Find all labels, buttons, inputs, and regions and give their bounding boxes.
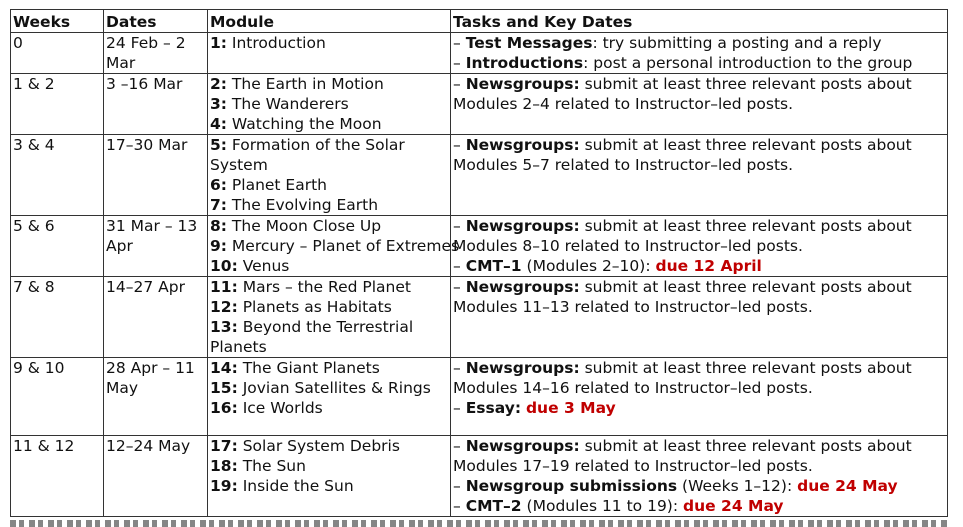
module-line bbox=[210, 155, 450, 175]
module-number: 7: bbox=[210, 196, 227, 214]
task-label: Newsgroups: bbox=[465, 359, 580, 377]
task-text: submit at least three relevant posts about bbox=[579, 75, 912, 93]
task-text: (Modules 11 to 19): bbox=[521, 497, 684, 515]
module-number: 15: bbox=[210, 379, 238, 397]
weeks-cell: 5 & 6 bbox=[11, 216, 104, 277]
module-line bbox=[210, 216, 450, 236]
task-label: Newsgroups: bbox=[465, 278, 580, 296]
module-title: Ice Worlds bbox=[237, 399, 323, 417]
module-line bbox=[210, 378, 450, 398]
module-title: Solar System Debris bbox=[237, 437, 400, 455]
module-title: Venus bbox=[237, 257, 290, 275]
tasks-cell bbox=[451, 33, 948, 74]
task-label: Test Messages bbox=[465, 34, 593, 52]
task-dash: – bbox=[453, 257, 466, 275]
module-line bbox=[210, 33, 450, 53]
task-line bbox=[453, 53, 947, 73]
tasks-cell bbox=[451, 436, 948, 517]
schedule-table bbox=[10, 9, 948, 517]
task-line bbox=[453, 496, 947, 516]
module-line bbox=[210, 236, 460, 256]
task-text: submit at least three relevant posts about bbox=[579, 437, 912, 455]
module-cell bbox=[208, 277, 451, 358]
due-date: due 12 April bbox=[655, 257, 762, 275]
module-title: The Earth in Motion bbox=[226, 75, 384, 93]
task-line bbox=[453, 236, 947, 256]
task-text: submit at least three relevant posts about bbox=[579, 217, 912, 235]
header-module: Module bbox=[208, 10, 451, 33]
schedule-row bbox=[11, 216, 948, 277]
module-title: The Evolving Earth bbox=[226, 196, 379, 214]
task-line bbox=[453, 398, 947, 418]
module-line bbox=[210, 398, 450, 418]
module-line bbox=[210, 256, 450, 276]
date-line: 3 –16 Mar bbox=[106, 75, 183, 93]
weeks-cell: 11 & 12 bbox=[11, 436, 104, 517]
header-weeks: Weeks bbox=[11, 10, 104, 33]
task-dash: – bbox=[453, 136, 466, 154]
weeks-cell: 1 & 2 bbox=[11, 74, 104, 135]
weeks-cell: 9 & 10 bbox=[11, 358, 104, 436]
weeks-cell: 7 & 8 bbox=[11, 277, 104, 358]
module-title: Inside the Sun bbox=[237, 477, 354, 495]
module-number: 18: bbox=[210, 457, 238, 475]
task-text: (Weeks 1–12): bbox=[677, 477, 798, 495]
module-number: 16: bbox=[210, 399, 238, 417]
module-title: The Sun bbox=[237, 457, 306, 475]
module-number: 8: bbox=[210, 217, 227, 235]
task-line bbox=[453, 378, 947, 398]
task-label: Newsgroups: bbox=[465, 136, 580, 154]
module-number: 4: bbox=[210, 115, 227, 133]
tasks-cell bbox=[451, 74, 948, 135]
task-text: submit at least three relevant posts about bbox=[579, 278, 912, 296]
date-line: 14–27 Apr bbox=[106, 278, 185, 296]
task-label: Newsgroup submissions bbox=[465, 477, 678, 495]
module-title: Jovian Satellites & Rings bbox=[237, 379, 431, 397]
task-line bbox=[453, 358, 947, 378]
module-title: The Wanderers bbox=[226, 95, 349, 113]
module-title: Beyond the Terrestrial bbox=[237, 318, 414, 336]
task-line bbox=[453, 436, 947, 456]
module-line bbox=[210, 94, 450, 114]
dates-cell bbox=[104, 216, 208, 277]
module-number: 2: bbox=[210, 75, 227, 93]
task-line bbox=[453, 256, 947, 276]
module-number: 13: bbox=[210, 318, 238, 336]
module-number: 14: bbox=[210, 359, 238, 377]
module-number: 10: bbox=[210, 257, 238, 275]
task-text: (Modules 2–10): bbox=[521, 257, 656, 275]
module-title: Planets as Habitats bbox=[237, 298, 392, 316]
dates-cell bbox=[104, 436, 208, 517]
task-line bbox=[453, 94, 947, 114]
date-line: Mar bbox=[106, 54, 136, 72]
tasks-cell bbox=[451, 358, 948, 436]
module-cell bbox=[208, 436, 451, 517]
dates-cell bbox=[104, 277, 208, 358]
module-number: 12: bbox=[210, 298, 238, 316]
task-line bbox=[453, 277, 947, 297]
schedule-row bbox=[11, 135, 948, 216]
task-line bbox=[453, 297, 947, 317]
task-dash: – bbox=[453, 217, 466, 235]
task-dash: – bbox=[453, 359, 466, 377]
task-text: Modules 2–4 related to Instructor–led posts. bbox=[453, 95, 794, 113]
tasks-cell bbox=[451, 277, 948, 358]
dates-cell bbox=[104, 358, 208, 436]
task-label: Introductions bbox=[465, 54, 584, 72]
task-line bbox=[453, 135, 947, 155]
weeks-cell: 0 bbox=[11, 33, 104, 74]
due-date: due 24 May bbox=[683, 497, 784, 515]
dates-cell bbox=[104, 33, 208, 74]
schedule-row bbox=[11, 33, 948, 74]
module-line bbox=[210, 456, 450, 476]
task-dash: – bbox=[453, 477, 466, 495]
module-line bbox=[210, 476, 450, 496]
header-tasks: Tasks and Key Dates bbox=[451, 10, 948, 33]
task-line bbox=[453, 33, 947, 53]
module-line bbox=[210, 358, 450, 378]
task-dash: – bbox=[453, 75, 466, 93]
module-cell bbox=[208, 216, 460, 277]
module-number: 19: bbox=[210, 477, 238, 495]
module-number: 5: bbox=[210, 136, 227, 154]
dates-cell bbox=[104, 74, 208, 135]
module-line bbox=[210, 277, 450, 297]
task-label: Newsgroups: bbox=[465, 75, 580, 93]
task-dash: – bbox=[453, 437, 466, 455]
schedule-row bbox=[11, 74, 948, 135]
module-title: The Moon Close Up bbox=[226, 217, 382, 235]
date-line: 31 Mar – 13 bbox=[106, 217, 198, 235]
module-title: Planet Earth bbox=[226, 176, 327, 194]
weeks-cell: 3 & 4 bbox=[11, 135, 104, 216]
task-dash: – bbox=[453, 497, 466, 515]
module-title: Formation of the Solar bbox=[226, 136, 405, 154]
module-number: 3: bbox=[210, 95, 227, 113]
task-text: submit at least three relevant posts about bbox=[579, 359, 912, 377]
task-line bbox=[453, 155, 947, 175]
schedule-row bbox=[11, 436, 948, 517]
task-dash: – bbox=[453, 54, 466, 72]
module-cell bbox=[208, 135, 451, 216]
task-line bbox=[453, 216, 947, 236]
module-cell bbox=[208, 33, 451, 74]
module-title: Introduction bbox=[226, 34, 326, 52]
header-dates: Dates bbox=[104, 10, 208, 33]
module-number: 17: bbox=[210, 437, 238, 455]
task-text: : post a personal introduction to the group bbox=[583, 54, 913, 72]
module-line bbox=[210, 195, 450, 215]
module-title: Watching the Moon bbox=[226, 115, 382, 133]
date-line: 12–24 May bbox=[106, 437, 191, 455]
task-dash: – bbox=[453, 399, 466, 417]
task-label: Newsgroups: bbox=[465, 217, 580, 235]
module-cell bbox=[208, 74, 451, 135]
module-line bbox=[210, 175, 450, 195]
module-line bbox=[210, 297, 450, 317]
date-line: May bbox=[106, 379, 139, 397]
module-title: Mars – the Red Planet bbox=[237, 278, 411, 296]
task-text: Modules 17–19 related to Instructor–led posts. bbox=[453, 457, 813, 475]
module-number: 9: bbox=[210, 237, 227, 255]
date-line: Apr bbox=[106, 237, 133, 255]
task-line bbox=[453, 456, 947, 476]
due-date: due 3 May bbox=[525, 399, 616, 417]
task-label: CMT–2 bbox=[465, 497, 522, 515]
task-label: Essay: bbox=[465, 399, 522, 417]
task-line bbox=[453, 476, 947, 496]
cut-off-footer-text bbox=[10, 520, 947, 527]
schedule-row bbox=[11, 277, 948, 358]
task-text: Modules 5–7 related to Instructor–led posts. bbox=[453, 156, 794, 174]
tasks-cell bbox=[451, 216, 948, 277]
dates-cell bbox=[104, 135, 208, 216]
module-line bbox=[210, 317, 450, 337]
module-line bbox=[210, 337, 450, 357]
schedule-row bbox=[11, 358, 948, 436]
task-label: Newsgroups: bbox=[465, 437, 580, 455]
due-date: due 24 May bbox=[797, 477, 898, 495]
module-line bbox=[210, 135, 450, 155]
module-number: 1: bbox=[210, 34, 227, 52]
date-line: 28 Apr – 11 bbox=[106, 359, 195, 377]
task-text: Modules 14–16 related to Instructor–led posts. bbox=[453, 379, 813, 397]
date-line: 24 Feb – 2 bbox=[106, 34, 186, 52]
task-text: submit at least three relevant posts about bbox=[579, 136, 912, 154]
tasks-cell bbox=[451, 135, 948, 216]
module-line bbox=[210, 114, 450, 134]
task-text: Modules 8–10 related to Instructor–led posts. bbox=[453, 237, 803, 255]
task-text: : try submitting a posting and a reply bbox=[592, 34, 882, 52]
module-line bbox=[210, 74, 450, 94]
module-number: 6: bbox=[210, 176, 227, 194]
date-line: 17–30 Mar bbox=[106, 136, 188, 154]
header-row bbox=[11, 10, 948, 33]
task-dash: – bbox=[453, 34, 466, 52]
module-cell bbox=[208, 358, 451, 436]
module-title: System bbox=[210, 156, 268, 174]
module-title: Planets bbox=[210, 338, 267, 356]
module-title: The Giant Planets bbox=[237, 359, 380, 377]
task-dash: – bbox=[453, 278, 466, 296]
task-label: CMT–1 bbox=[465, 257, 522, 275]
module-title: Mercury – Planet of Extremes bbox=[226, 237, 460, 255]
module-number: 11: bbox=[210, 278, 238, 296]
task-text: Modules 11–13 related to Instructor–led posts. bbox=[453, 298, 813, 316]
task-line bbox=[453, 74, 947, 94]
module-line bbox=[210, 436, 450, 456]
